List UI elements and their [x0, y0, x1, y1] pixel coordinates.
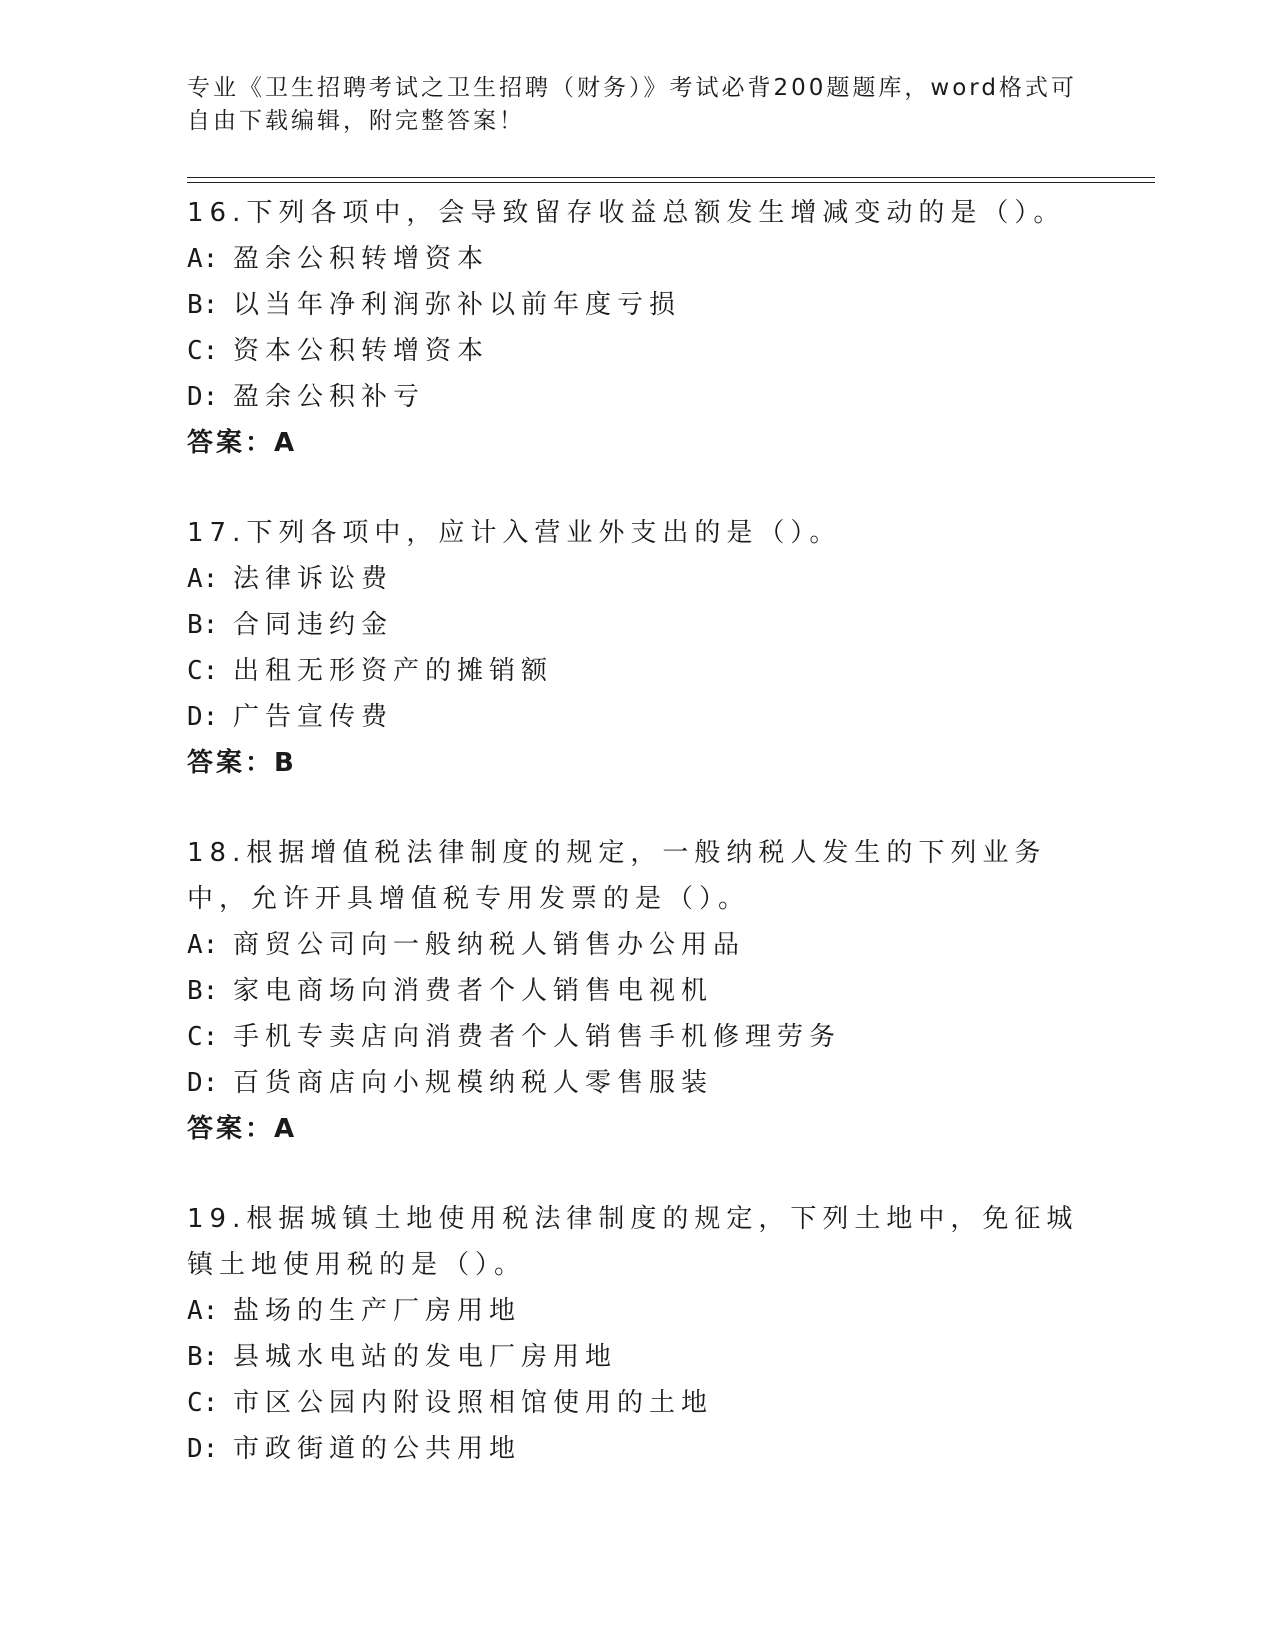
answer-line: 答案：A — [187, 428, 298, 458]
option-a — [187, 1288, 1087, 1334]
option-text: 家电商场向消费者个人销售电视机 — [233, 976, 714, 1006]
answer-line: 答案：A — [187, 1114, 298, 1144]
option-letter: B: — [187, 1342, 219, 1372]
option-c — [187, 648, 1087, 694]
question-18 — [187, 830, 1087, 1152]
option-text: 盈余公积转增资本 — [233, 244, 490, 274]
option-d — [187, 1060, 1087, 1106]
option-text: 市区公园内附设照相馆使用的土地 — [233, 1388, 714, 1418]
option-letter: B: — [187, 610, 219, 640]
option-letter: C: — [187, 1022, 219, 1052]
option-text: 盈余公积补亏 — [233, 382, 426, 412]
option-letter: A: — [187, 564, 219, 594]
option-d — [187, 694, 1087, 740]
option-b — [187, 968, 1087, 1014]
option-c — [187, 1014, 1087, 1060]
option-letter: A: — [187, 1296, 219, 1326]
option-a — [187, 236, 1087, 282]
option-text: 资本公积转增资本 — [233, 336, 490, 366]
option-c — [187, 1380, 1087, 1426]
option-a — [187, 556, 1087, 602]
option-text: 县城水电站的发电厂房用地 — [233, 1342, 618, 1372]
option-b — [187, 282, 1087, 328]
option-letter: D: — [187, 382, 219, 412]
option-letter: D: — [187, 1434, 219, 1464]
header-divider-top — [187, 177, 1155, 178]
option-text: 法律诉讼费 — [233, 564, 394, 594]
option-text: 市政街道的公共用地 — [233, 1434, 522, 1464]
answer-line: 答案：B — [187, 748, 297, 778]
option-letter: D: — [187, 1068, 219, 1098]
question-list — [187, 190, 1087, 1516]
question-stem: 17.下列各项中，应计入营业外支出的是（）。 — [187, 518, 842, 548]
option-letter: A: — [187, 244, 219, 274]
option-letter: B: — [187, 290, 219, 320]
option-text: 广告宣传费 — [233, 702, 394, 732]
option-b — [187, 602, 1087, 648]
option-text: 以当年净利润弥补以前年度亏损 — [233, 290, 682, 320]
question-16 — [187, 190, 1087, 466]
option-letter: B: — [187, 976, 219, 1006]
option-letter: C: — [187, 1388, 219, 1418]
option-a — [187, 922, 1087, 968]
option-text: 商贸公司向一般纳税人销售办公用品 — [233, 930, 746, 960]
option-text: 出租无形资产的摊销额 — [233, 656, 554, 686]
option-letter: C: — [187, 656, 219, 686]
option-text: 合同违约金 — [233, 610, 394, 640]
option-letter: A: — [187, 930, 219, 960]
option-text: 百货商店向小规模纳税人零售服装 — [233, 1068, 714, 1098]
option-text: 手机专卖店向消费者个人销售手机修理劳务 — [233, 1022, 842, 1052]
option-text: 盐场的生产厂房用地 — [233, 1296, 522, 1326]
question-stem: 19.根据城镇土地使用税法律制度的规定，下列土地中，免征城镇土地使用税的是（）。 — [187, 1204, 1079, 1280]
document-header: 专业《卫生招聘考试之卫生招聘（财务）》考试必背200题题库，word格式可自由下载编辑，附完整答案！ — [187, 75, 1077, 134]
option-b — [187, 1334, 1087, 1380]
option-d — [187, 1426, 1087, 1472]
question-19 — [187, 1196, 1087, 1472]
question-17 — [187, 510, 1087, 786]
question-stem: 16.下列各项中，会导致留存收益总额发生增减变动的是（）。 — [187, 198, 1066, 228]
option-d — [187, 374, 1087, 420]
option-letter: C: — [187, 336, 219, 366]
header-divider-bottom — [187, 182, 1155, 183]
option-c — [187, 328, 1087, 374]
question-stem: 18.根据增值税法律制度的规定，一般纳税人发生的下列业务中，允许开具增值税专用发票的是（）。 — [187, 838, 1047, 914]
option-letter: D: — [187, 702, 219, 732]
